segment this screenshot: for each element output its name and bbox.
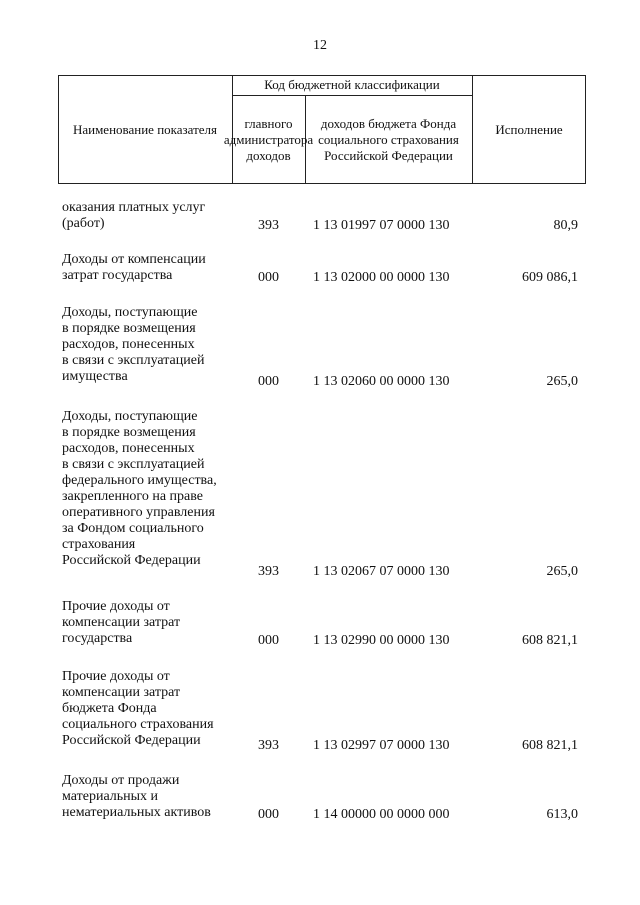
row-budget-code: 1 13 02060 00 0000 130 xyxy=(313,374,450,389)
row-admin-code: 000 xyxy=(258,807,279,822)
row-budget-code: 1 13 02997 07 0000 130 xyxy=(313,738,450,753)
row-budget-code: 1 14 00000 00 0000 000 xyxy=(313,807,450,822)
row-amount: 80,9 xyxy=(553,218,578,233)
header-admin-column: главного администратора доходов xyxy=(223,115,314,163)
row-amount: 609 086,1 xyxy=(522,270,578,285)
header-fund-income-column: доходов бюджета Фонда социального страхования Российской Федерации xyxy=(318,115,459,163)
row-name: оказания платных услуг (работ) xyxy=(62,200,206,231)
row-name: Доходы от продажи материальных и нематериальных активов xyxy=(62,773,211,820)
row-admin-code: 000 xyxy=(258,374,279,389)
row-amount: 613,0 xyxy=(546,807,578,822)
row-admin-code: 000 xyxy=(258,633,279,648)
row-amount: 265,0 xyxy=(546,374,578,389)
row-admin-code: 393 xyxy=(258,564,279,579)
row-amount: 608 821,1 xyxy=(522,633,578,648)
row-admin-code: 000 xyxy=(258,270,279,285)
row-budget-code: 1 13 02000 00 0000 130 xyxy=(313,270,450,285)
row-name: Доходы от компенсации затрат государства xyxy=(62,252,206,283)
row-name: Прочие доходы от компенсации затрат бюджета Фонда социального страхования Российской Федерации xyxy=(62,669,214,748)
row-name: Прочие доходы от компенсации затрат государства xyxy=(62,599,181,646)
page-number: 12 xyxy=(313,38,327,53)
row-amount: 265,0 xyxy=(546,564,578,579)
header-name-column: Наименование показателя xyxy=(72,121,218,137)
header-execution-column: Исполнение xyxy=(495,121,563,137)
row-admin-code: 393 xyxy=(258,738,279,753)
header-budget-code-group: Код бюджетной классификации xyxy=(264,77,440,92)
row-admin-code: 393 xyxy=(258,218,279,233)
row-budget-code: 1 13 02990 00 0000 130 xyxy=(313,633,450,648)
row-name: Доходы, поступающие в порядке возмещения расходов, понесенных в связи с эксплуатацией федерального имущества, закрепленного на праве оперативного управления за Фондом социального страхования Российской Федерации xyxy=(62,409,217,568)
row-amount: 608 821,1 xyxy=(522,738,578,753)
row-name: Доходы, поступающие в порядке возмещения расходов, понесенных в связи с эксплуатацией имущества xyxy=(62,305,205,384)
row-budget-code: 1 13 01997 07 0000 130 xyxy=(313,218,450,233)
row-budget-code: 1 13 02067 07 0000 130 xyxy=(313,564,450,579)
